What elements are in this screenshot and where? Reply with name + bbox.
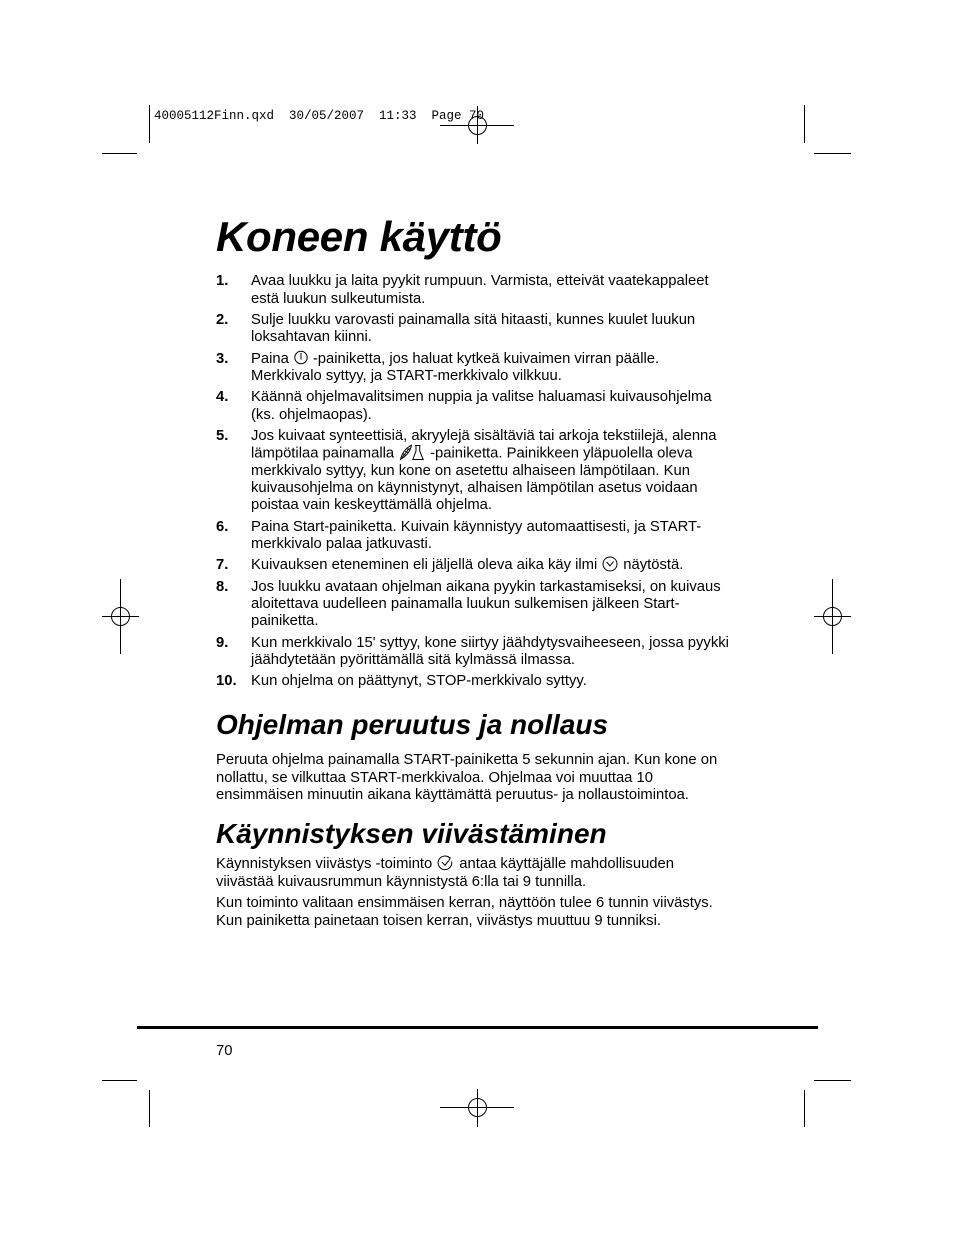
paragraph-line: Kun toiminto valitaan ensimmäisen kerran, näyttöön tulee 6 tunnin viivästys. — [216, 895, 713, 912]
step-number: 2. — [216, 311, 229, 328]
step-number: 9. — [216, 634, 229, 651]
print-slug: 40005112Finn.qxd 30/05/2007 11:33 Page 70 — [154, 109, 485, 123]
paragraph-line: Kun painiketta painetaan toisen kerran, viivästys muuttuu 9 tunniksi. — [216, 912, 661, 929]
time-remaining-icon — [602, 556, 618, 572]
step-8-line-1: Jos luukku avataan ohjelman aikana pyykin tarkastamiseksi, on kuivaus — [251, 578, 721, 595]
low-heat-icon — [399, 444, 425, 461]
step-5 — [216, 428, 729, 514]
step-7-text-after-icon: näytöstä. — [623, 557, 684, 574]
step-7-text-before-icon: Kuivauksen eteneminen eli jäljellä oleva aika käy ilmi — [251, 557, 598, 574]
step-5-line-2 — [251, 445, 729, 462]
step-number: 10. — [216, 673, 237, 690]
step-10-line-1: Kun ohjelma on päättynyt, STOP-merkkivalo syttyy. — [251, 673, 587, 690]
delay-text-after-icon: antaa käyttäjälle mahdollisuuden — [459, 856, 674, 873]
paragraph-line: ensimmäisen minuutin aikana käyttämättä peruutus- ja nollaustoimintoa. — [216, 786, 689, 803]
section-heading-cancel-reset: Ohjelman peruutus ja nollaus — [216, 709, 609, 741]
step-9-line-2: jäähdytetään pyörittämällä sitä kylmässä ilmassa. — [251, 651, 576, 668]
step-5-text-before-icon: lämpötilaa painamalla — [251, 445, 395, 462]
step-3-text-before-icon: Paina — [251, 350, 289, 367]
section-heading-delay-start: Käynnistyksen viivästäminen — [216, 818, 607, 850]
step-2 — [216, 312, 729, 347]
paragraph-line: Peruuta ohjelma painamalla START-painiketta 5 sekunnin ajan. Kun kone on — [216, 752, 718, 769]
step-9-line-1: Kun merkkivalo 15' syttyy, kone siirtyy jäähdytysvaiheeseen, jossa pyykki — [251, 634, 729, 651]
step-3 — [216, 351, 729, 386]
steps-list — [216, 273, 729, 694]
step-6-line-1: Paina Start-painiketta. Kuivain käynnistyy automaattisesti, ja START- — [251, 518, 702, 535]
registration-mark-left — [102, 579, 139, 654]
step-number: 7. — [216, 557, 229, 574]
step-3-text-after-icon: -painiketta, jos haluat kytkeä kuivaimen virran päälle. — [312, 350, 660, 367]
step-1 — [216, 273, 729, 308]
registration-mark-right — [814, 579, 851, 654]
page-title: Koneen käyttö — [216, 212, 502, 260]
step-8-line-3: painiketta. — [251, 613, 319, 630]
step-6 — [216, 519, 729, 554]
step-number: 5. — [216, 428, 229, 445]
step-number: 8. — [216, 578, 229, 595]
paragraph-line: nollattu, se vilkuttaa START-merkkivaloa. Ohjelmaa voi muuttaa 10 — [216, 769, 653, 786]
crop-mark-bottom-left — [102, 1081, 150, 1128]
delay-start-icon — [437, 855, 454, 871]
step-7-line-1 — [251, 557, 729, 574]
step-2-line-1: Sulje luukku varovasti painamalla sitä hitaasti, kunnes kuulet luukun — [251, 311, 696, 328]
step-5-line-5: poistaa vain keskeyttämällä ohjelma. — [251, 497, 492, 514]
step-5-line-4: kuivausohjelma on käynnistynyt, alhaisen lämpötilan asetus voidaan — [251, 479, 698, 496]
paragraph-line — [216, 856, 674, 873]
step-2-line-2: loksahtavan kiinni. — [251, 329, 372, 346]
section-delay-start-paragraph-2 — [216, 895, 713, 930]
step-5-line-1: Jos kuivaat synteettisiä, akryylejä sisältäviä tai arkoja tekstiilejä, alenna — [251, 428, 717, 445]
step-1-line-1: Avaa luukku ja laita pyykit rumpuun. Varmista, etteivät vaatekappaleet — [251, 273, 709, 290]
step-number: 3. — [216, 350, 229, 367]
step-number: 4. — [216, 389, 229, 406]
step-6-line-2: merkkivalo palaa jatkuvasti. — [251, 535, 432, 552]
step-3-line-2: Merkkivalo syttyy, ja START-merkkivalo vilkkuu. — [251, 367, 562, 384]
step-8 — [216, 579, 729, 631]
step-5-text-after-icon: -painiketta. Painikkeen yläpuolella oleva — [430, 445, 693, 462]
step-10 — [216, 673, 729, 690]
crop-mark-top-right — [805, 105, 852, 154]
step-7 — [216, 557, 729, 574]
delay-text-before-icon: Käynnistyksen viivästys -toiminto — [216, 856, 433, 873]
step-3-line-1 — [251, 351, 729, 368]
footer-rule — [137, 1026, 818, 1029]
section-cancel-reset-paragraph — [216, 752, 717, 804]
crop-mark-bottom-right — [805, 1081, 852, 1128]
step-9 — [216, 635, 729, 670]
step-4-line-2: (ks. ohjelmaopas). — [251, 406, 372, 423]
step-1-line-2: estä luukun sulkeutumista. — [251, 290, 426, 307]
step-4-line-1: Käännä ohjelmavalitsimen nuppia ja valitse haluamasi kuivausohjelma — [251, 389, 712, 406]
step-4 — [216, 389, 729, 424]
step-number: 1. — [216, 273, 229, 290]
registration-mark-bottom — [440, 1089, 514, 1127]
step-8-line-2: aloitettava uudelleen painamalla luukun sulkemisen jälkeen Start- — [251, 596, 680, 612]
power-icon — [294, 350, 308, 365]
step-number: 6. — [216, 518, 229, 535]
paragraph-line: viivästää kuivausrummun käynnistystä 6:lla tai 9 tunnilla. — [216, 873, 587, 890]
page-number: 70 — [216, 1043, 233, 1060]
section-delay-start-paragraph-1 — [216, 856, 674, 891]
crop-mark-top-left — [102, 105, 150, 154]
step-5-line-3: merkkivalo syttyy, kun kone on asetettu alhaiseen lämpötilaan. Kun — [251, 462, 690, 479]
